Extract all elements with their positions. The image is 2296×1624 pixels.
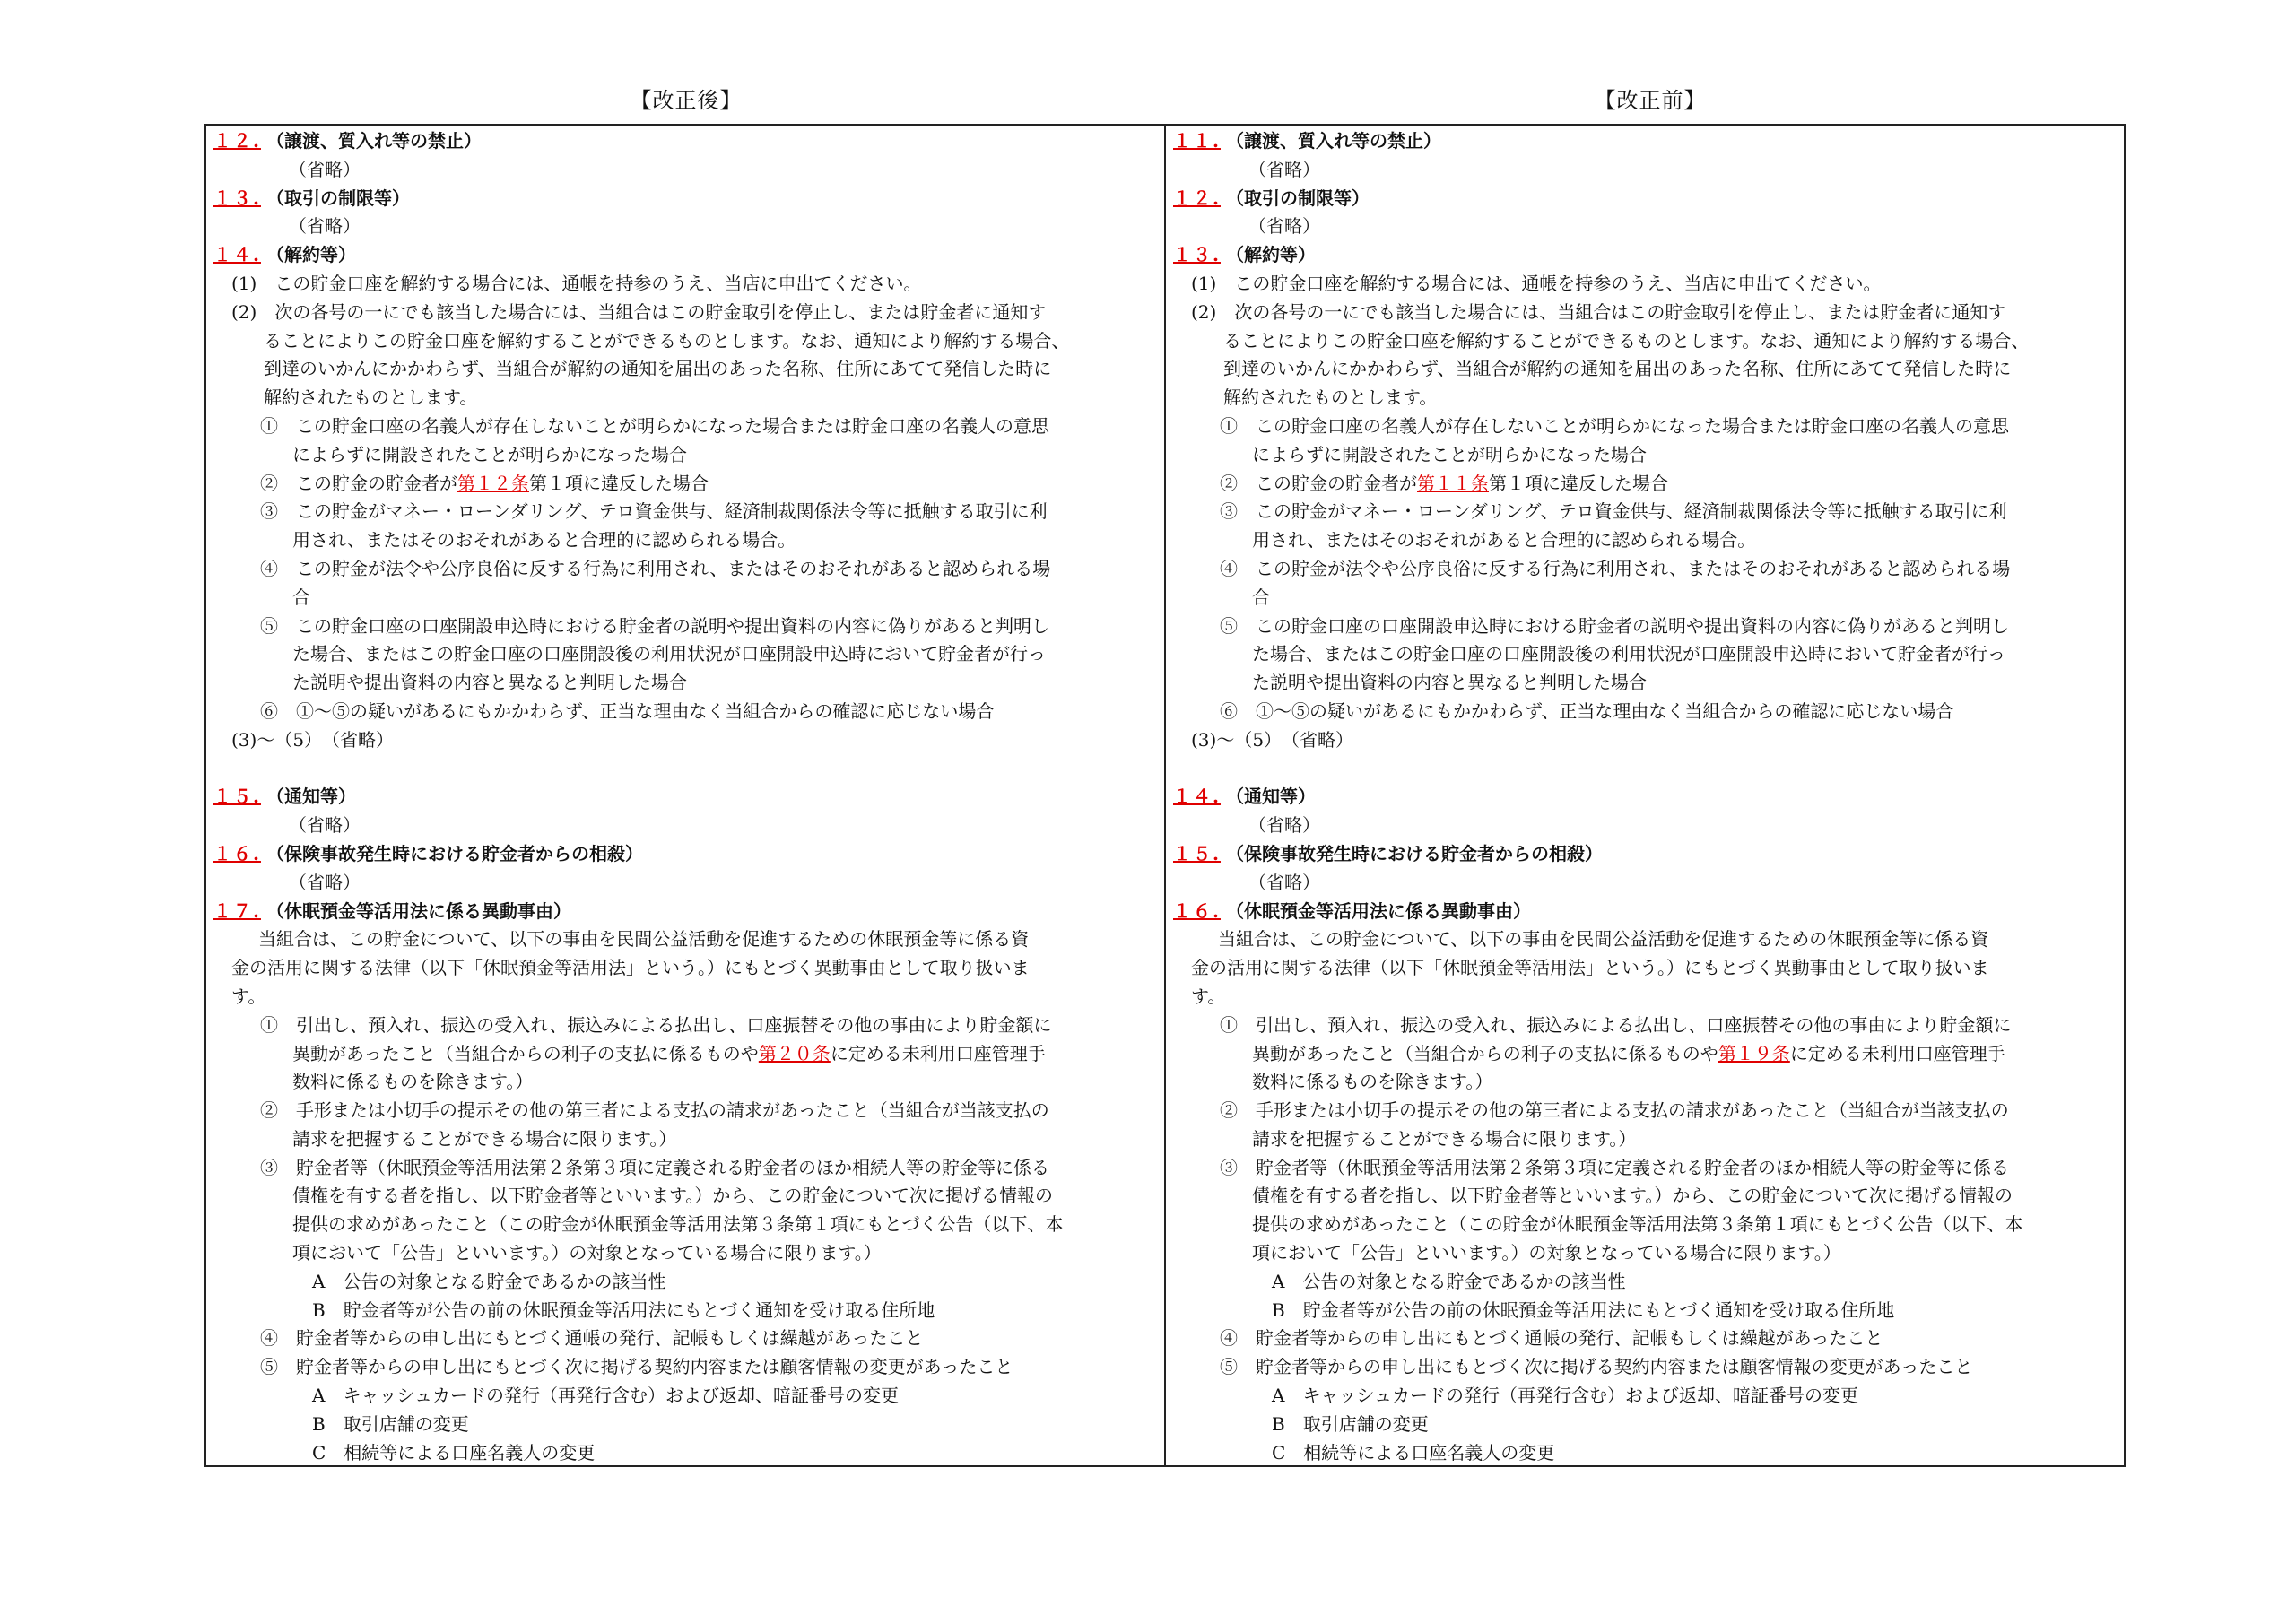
clause: ⑤ この貯金口座の口座開設申込時における貯金者の説明や提出資料の内容に偽りがあると判明し (1220, 614, 2009, 637)
section-heading (213, 185, 1157, 213)
intro-text: 当組合は、この貯金について、以下の事由を民間公益活動を促進するための休眠預金等に係る資 (258, 928, 1030, 951)
clause: ① この貯金口座の名義人が存在しないことが明らかになった場合または貯金口座の名義人の意思 (260, 414, 1049, 437)
section-heading (213, 840, 1157, 869)
section-number: １２. (213, 130, 261, 152)
after-content (213, 127, 1157, 1465)
section-heading (1173, 127, 2117, 156)
sub-item: C 相続等による口座名義人の変更 (312, 1441, 596, 1463)
clause: ④ 貯金者等からの申し出にもとづく通帳の発行、記帳もしくは繰越があったこと (1220, 1327, 1883, 1350)
paragraph: (3)～（5） （省略） (231, 728, 395, 751)
section-number: １３. (213, 187, 261, 209)
intro-text: 金の活用に関する法律（以下「休眠預金等活用法」という。）にもとづく異動事由として取り扱いま (1191, 957, 1989, 979)
clause: ② 手形または小切手の提示その他の第三者による支払の請求があったこと（当組合が当該支払の (260, 1099, 1049, 1122)
text: ② この貯金の貯金者が (260, 472, 457, 494)
omission-note: （省略） (1248, 158, 1320, 180)
section-heading (1173, 840, 2117, 869)
section-title: （解約等） (1225, 244, 1316, 266)
omission-note: （省略） (1248, 814, 1320, 837)
section-heading (213, 898, 1157, 926)
paragraph: (3)～（5） （省略） (1191, 728, 1354, 751)
changed-article-ref: 第１９条 (1718, 1042, 1790, 1064)
spacer (1173, 755, 2117, 784)
paragraph: ることによりこの貯金口座を解約することができるものとします。なお、通知により解約する場合、 (264, 329, 1070, 352)
section-title: （休眠預金等活用法に係る異動事由） (265, 899, 571, 922)
section-heading (1173, 185, 2117, 213)
section-title: （解約等） (265, 244, 356, 266)
section-number: １４. (213, 244, 261, 266)
paragraph: 解約されたものとします。 (264, 386, 478, 409)
omission-note: （省略） (1248, 215, 1320, 238)
clause: ⑥ ①～⑤の疑いがあるにもかかわらず、正当な理由なく当組合からの確認に応じない場合 (1220, 699, 1954, 722)
section-number: １７. (213, 899, 261, 922)
section-heading (213, 783, 1157, 812)
clause: ⑥ ①～⑤の疑いがあるにもかかわらず、正当な理由なく当組合からの確認に応じない場合 (260, 699, 995, 722)
section-number: １５. (213, 786, 261, 808)
clause: 請求を把握することができる場合に限ります。） (1252, 1127, 1637, 1150)
section-number: １６. (1173, 899, 1221, 922)
section-heading (1173, 783, 2117, 812)
column-before (1165, 125, 2125, 1466)
header-after: 【改正後】 (630, 88, 743, 113)
text: 異動があったこと（当組合からの利子の支払に係るものや (292, 1042, 759, 1064)
paragraph: (2) 次の各号の一にでも該当した場合には、当組合はこの貯金取引を停止し、または貯金者に通知す (1191, 300, 2006, 323)
clause: ⑤ 貯金者等からの申し出にもとづく次に掲げる契約内容または顧客情報の変更があったこと (1220, 1356, 1973, 1378)
section-heading (213, 241, 1157, 270)
clause: た説明や提出資料の内容と異なると判明した場合 (292, 672, 687, 694)
sub-item: C 相続等による口座名義人の変更 (1272, 1441, 1555, 1463)
section-heading (213, 127, 1157, 156)
omission-note: （省略） (1248, 871, 1320, 893)
sub-item: B 取引店舗の変更 (1272, 1412, 1429, 1435)
changed-article-ref: 第１１条 (1417, 472, 1489, 494)
paragraph: 到達のいかんにかかわらず、当組合が解約の通知を届出のあった名称、住所にあてて発信した時に (1223, 358, 2012, 380)
section-number: １３. (1173, 244, 1221, 266)
clause: 提供の求めがあったこと（この貯金が休眠預金等活用法第３条第１項にもとづく公告（以下、本 (292, 1213, 1064, 1236)
section-number: １６. (213, 842, 261, 864)
text: 異動があったこと（当組合からの利子の支払に係るものや (1252, 1042, 1718, 1064)
text: 第１項に違反した場合 (1489, 472, 1668, 494)
paragraph: 到達のいかんにかかわらず、当組合が解約の通知を届出のあった名称、住所にあてて発信した時に (264, 358, 1052, 380)
intro-text: す。 (231, 985, 266, 1007)
text: に定める未利用口座管理手 (830, 1042, 1046, 1064)
section-number: １１. (1173, 130, 1221, 152)
clause: た場合、またはこの貯金口座の口座開設後の利用状況が口座開設申込時において貯金者が行っ (292, 643, 1046, 665)
clause: 提供の求めがあったこと（この貯金が休眠預金等活用法第３条第１項にもとづく公告（以下、本 (1252, 1213, 2023, 1236)
paragraph: ることによりこの貯金口座を解約することができるものとします。なお、通知により解約する場合、 (1223, 329, 2030, 352)
omission-note: （省略） (289, 158, 361, 180)
clause: 合 (1252, 586, 1270, 608)
clause: 項において「公告」といいます。）の対象となっている場合に限ります。） (292, 1242, 882, 1264)
section-title: （保険事故発生時における貯金者からの相殺） (265, 842, 643, 864)
clause: た説明や提出資料の内容と異なると判明した場合 (1252, 672, 1647, 694)
omission-note: （省略） (289, 871, 361, 893)
clause: ② 手形または小切手の提示その他の第三者による支払の請求があったこと（当組合が当該支払の (1220, 1099, 2009, 1122)
clause: ⑤ 貯金者等からの申し出にもとづく次に掲げる契約内容または顧客情報の変更があったこと (260, 1356, 1013, 1378)
paragraph: 解約されたものとします。 (1223, 386, 1438, 409)
section-title: （取引の制限等） (1225, 187, 1370, 209)
article-ref-line (213, 1040, 1157, 1069)
header-before: 【改正前】 (1594, 88, 1707, 113)
omission-note: （省略） (289, 215, 361, 238)
section-heading (1173, 241, 2117, 270)
clause: ⑤ この貯金口座の口座開設申込時における貯金者の説明や提出資料の内容に偽りがあると判明し (260, 614, 1049, 637)
section-title: （休眠預金等活用法に係る異動事由） (1225, 899, 1531, 922)
clause: た場合、またはこの貯金口座の口座開設後の利用状況が口座開設申込時において貯金者が行っ (1252, 643, 2005, 665)
section-number: １５. (1173, 842, 1221, 864)
spacer (213, 755, 1157, 784)
comparison-table (204, 124, 2126, 1467)
sub-item: A 公告の対象となる貯金であるかの該当性 (312, 1270, 666, 1292)
clause: ① 引出し、預入れ、振込の受入れ、振込みによる払出し、口座振替その他の事由により貯金額に (260, 1013, 1052, 1036)
text: 第１項に違反した場合 (529, 472, 709, 494)
article-ref-line (213, 470, 1157, 499)
clause: 数料に係るものを除きます。） (1252, 1071, 1493, 1093)
section-title: （通知等） (265, 786, 356, 808)
clause: 用され、またはそのおそれがあると合理的に認められる場合。 (292, 529, 796, 551)
section-title: （取引の制限等） (265, 187, 410, 209)
paragraph: (1) この貯金口座を解約する場合には、通帳を持参のうえ、当店に申出てください。 (1191, 272, 1882, 294)
changed-article-ref: 第１２条 (457, 472, 529, 494)
paragraph: (1) この貯金口座を解約する場合には、通帳を持参のうえ、当店に申出てください。 (231, 272, 922, 294)
clause: 項において「公告」といいます。）の対象となっている場合に限ります。） (1252, 1242, 1841, 1264)
section-number: １４. (1173, 786, 1221, 808)
article-ref-line (1173, 470, 2117, 499)
section-number: １２. (1173, 187, 1221, 209)
clause: ③ この貯金がマネー・ローンダリング、テロ資金供与、経済制裁関係法令等に抵触する取引に利 (1220, 500, 2007, 523)
text: に定める未利用口座管理手 (1789, 1042, 2005, 1064)
paragraph: (2) 次の各号の一にでも該当した場合には、当組合はこの貯金取引を停止し、または貯金者に通知す (231, 300, 1047, 323)
clause: ④ 貯金者等からの申し出にもとづく通帳の発行、記帳もしくは繰越があったこと (260, 1327, 924, 1350)
section-heading (1173, 898, 2117, 926)
section-title: （通知等） (1225, 786, 1316, 808)
clause: ① この貯金口座の名義人が存在しないことが明らかになった場合または貯金口座の名義人の意思 (1220, 414, 2009, 437)
clause: ④ この貯金が法令や公序良俗に反する行為に利用され、またはそのおそれがあると認められる場 (260, 557, 1051, 579)
section-title: （譲渡、質入れ等の禁止） (265, 130, 482, 152)
clause: 数料に係るものを除きます。） (292, 1071, 534, 1093)
clause: ③ 貯金者等（休眠預金等活用法第２条第３項に定義される貯金者のほか相続人等の貯金等に係る (260, 1156, 1049, 1178)
changed-article-ref: 第２０条 (758, 1042, 831, 1064)
section-title: （保険事故発生時における貯金者からの相殺） (1225, 842, 1603, 864)
clause: によらずに開設されたことが明らかになった場合 (292, 443, 687, 465)
clause: 用され、またはそのおそれがあると合理的に認められる場合。 (1252, 529, 1756, 551)
clause: 債権を有する者を指し、以下貯金者等といいます。）から、この貯金について次に掲げる情報の (1252, 1185, 2013, 1207)
section-title: （譲渡、質入れ等の禁止） (1225, 130, 1441, 152)
sub-item: B 貯金者等が公告の前の休眠預金等活用法にもとづく通知を受け取る住所地 (312, 1298, 935, 1321)
clause: ④ この貯金が法令や公序良俗に反する行為に利用され、またはそのおそれがあると認められる場 (1220, 557, 2011, 579)
sub-item: B 取引店舗の変更 (312, 1412, 469, 1435)
sub-item: A キャッシュカードの発行（再発行含む）および返却、暗証番号の変更 (312, 1385, 900, 1407)
intro-text: す。 (1191, 985, 1226, 1007)
clause: 請求を把握することができる場合に限ります。） (292, 1127, 677, 1150)
intro-text: 金の活用に関する法律（以下「休眠預金等活用法」という。）にもとづく異動事由として取り扱いま (231, 957, 1030, 979)
sub-item: A 公告の対象となる貯金であるかの該当性 (1272, 1270, 1626, 1292)
column-after (205, 125, 1165, 1466)
clause: ① 引出し、預入れ、振込の受入れ、振込みによる払出し、口座振替その他の事由により貯金額に (1220, 1013, 2012, 1036)
intro-text: 当組合は、この貯金について、以下の事由を民間公益活動を促進するための休眠預金等に係る資 (1218, 928, 1989, 951)
clause: ③ この貯金がマネー・ローンダリング、テロ資金供与、経済制裁関係法令等に抵触する取引に利 (260, 500, 1048, 523)
article-ref-line (1173, 1040, 2117, 1069)
clause: 債権を有する者を指し、以下貯金者等といいます。）から、この貯金について次に掲げる情報の (292, 1185, 1053, 1207)
clause: 合 (292, 586, 310, 608)
sub-item: A キャッシュカードの発行（再発行含む）および返却、暗証番号の変更 (1272, 1385, 1859, 1407)
sub-item: B 貯金者等が公告の前の休眠預金等活用法にもとづく通知を受け取る住所地 (1272, 1298, 1895, 1321)
clause: ③ 貯金者等（休眠預金等活用法第２条第３項に定義される貯金者のほか相続人等の貯金等に係る (1220, 1156, 2009, 1178)
before-content (1173, 127, 2117, 1465)
clause: によらずに開設されたことが明らかになった場合 (1252, 443, 1647, 465)
omission-note: （省略） (289, 814, 361, 837)
text: ② この貯金の貯金者が (1220, 472, 1417, 494)
